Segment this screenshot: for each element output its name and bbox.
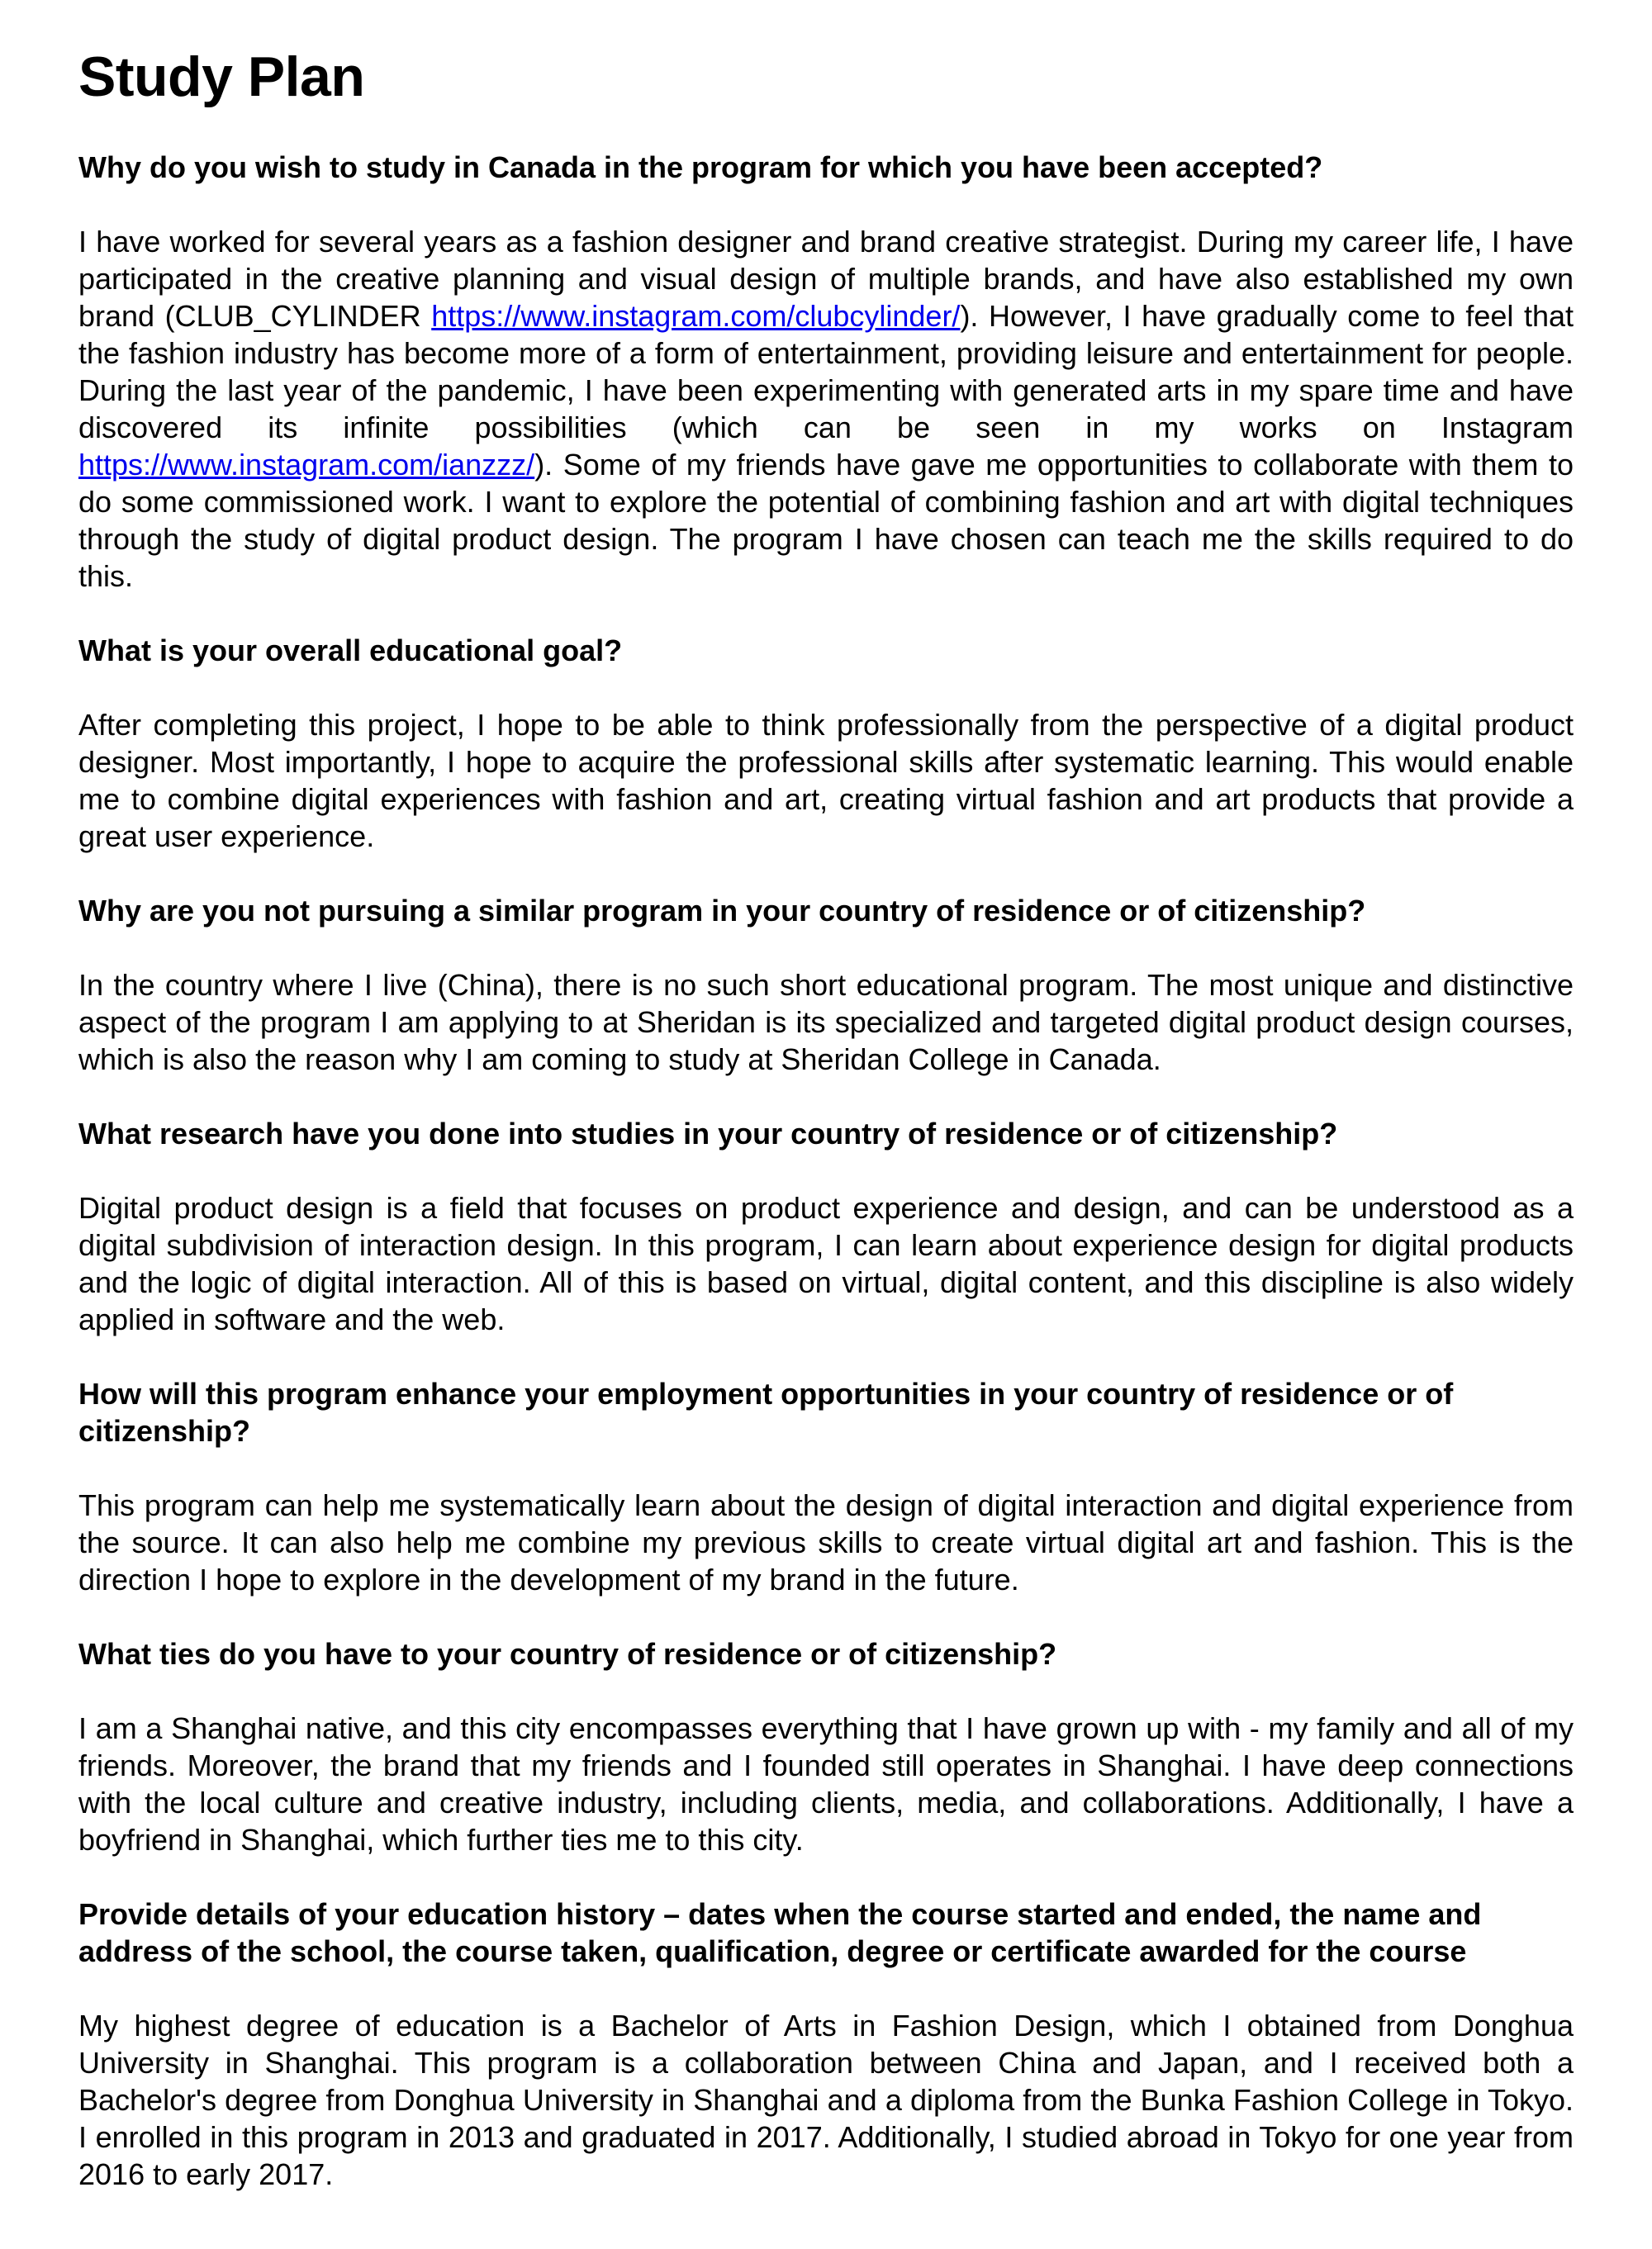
answer-paragraph: This program can help me systematically learn about the design of digital interaction and digital experience from the source. It can also help me combine my previous skills to create virtual digital art and fashion. This is the direction I hope to explore in the development of my brand in the future.: [78, 1488, 1574, 1597]
section-research: [78, 1115, 1574, 1338]
answer-text: ). However, I have gradually come to feel that the fashion industry has become more of a form of entertainment, providing leisure and entertainment for people. During the last year of the pandemic, I have been experimenting with generated arts in my spare time and have discovered its infinite possibilities (which can be seen in my works on Instagram: [78, 299, 1574, 444]
section-employment: [78, 1375, 1574, 1598]
instagram-link-clubcylinder[interactable]: https://www.instagram.com/clubcylinder/: [431, 299, 961, 333]
question-heading: How will this program enhance your employment opportunities in your country of residence or of citizenship?: [78, 1377, 1454, 1448]
section-educational-goal: [78, 632, 1574, 855]
section-not-pursuing-home: [78, 892, 1574, 1078]
answer-text: I have worked for several years as a fashion designer and brand creative strategist. During my career life, I have participated in the creative planning and visual design of multiple brands, and have also established my own brand (CLUB_CYLINDER: [78, 225, 1574, 333]
answer-paragraph: I am a Shanghai native, and this city encompasses everything that I have grown up with - my family and all of my friends. Moreover, the brand that my friends and I founded still operates in Shanghai. I have deep connections with the local culture and creative industry, including clients, media, and collaborations. Additionally, I have a boyfriend in Shanghai, which further ties me to this city.: [78, 1711, 1574, 1857]
section-education-history: [78, 1896, 1574, 2193]
section-ties: [78, 1635, 1574, 1858]
question-heading: Why are you not pursuing a similar program in your country of residence or of citizenship?: [78, 894, 1366, 928]
question-heading: What research have you done into studies in your country of residence or of citizenship?: [78, 1117, 1338, 1151]
answer-paragraph: After completing this project, I hope to be able to think professionally from the perspective of a digital product designer. Most importantly, I hope to acquire the professional skills after systematic learning. This would enable me to combine digital experiences with fashion and art, creating virtual fashion and art products that provide a great user experience.: [78, 708, 1574, 853]
page-title: Study Plan: [78, 45, 365, 108]
section-why-canada: [78, 149, 1574, 595]
question-heading: Why do you wish to study in Canada in the program for which you have been accepted?: [78, 150, 1323, 184]
answer-paragraph: In the country where I live (China), there is no such short educational program. The most unique and distinctive aspect of the program I am applying to at Sheridan is its specialized and targeted digital product design courses, which is also the reason why I am coming to study at Sheridan College in Canada.: [78, 968, 1574, 1076]
answer-paragraph: [78, 223, 1574, 595]
answer-paragraph: My highest degree of education is a Bachelor of Arts in Fashion Design, which I obtained from Donghua University in Shanghai. This program is a collaboration between China and Japan, and I received both a Bachelor's degree from Donghua University in Shanghai and a diploma from the Bunka Fashion College in Tokyo. I enrolled in this program in 2013 and graduated in 2017. Additionally, I studied abroad in Tokyo for one year from 2016 to early 2017.: [78, 2009, 1574, 2191]
instagram-link-ianzzz[interactable]: https://www.instagram.com/ianzzz/: [78, 448, 535, 482]
question-heading: What is your overall educational goal?: [78, 633, 623, 667]
question-heading: What ties do you have to your country of residence or of citizenship?: [78, 1637, 1057, 1671]
question-heading: Provide details of your education history – dates when the course started and ended, the name and address of the school, the course taken, qualification, degree or certificate awarded for the course: [78, 1897, 1482, 1968]
answer-paragraph: Digital product design is a field that focuses on product experience and design, and can be understood as a digital subdivision of interaction design. In this program, I can learn about experience design for digital products and the logic of digital interaction. All of this is based on virtual, digital content, and this discipline is also widely applied in software and the web.: [78, 1191, 1574, 1336]
answer-text: ). Some of my friends have gave me opportunities to collaborate with them to do some commissioned work. I want to explore the potential of combining fashion and art with digital techniques through the study of digital product design. The program I have chosen can teach me the skills required to do this.: [78, 448, 1574, 593]
